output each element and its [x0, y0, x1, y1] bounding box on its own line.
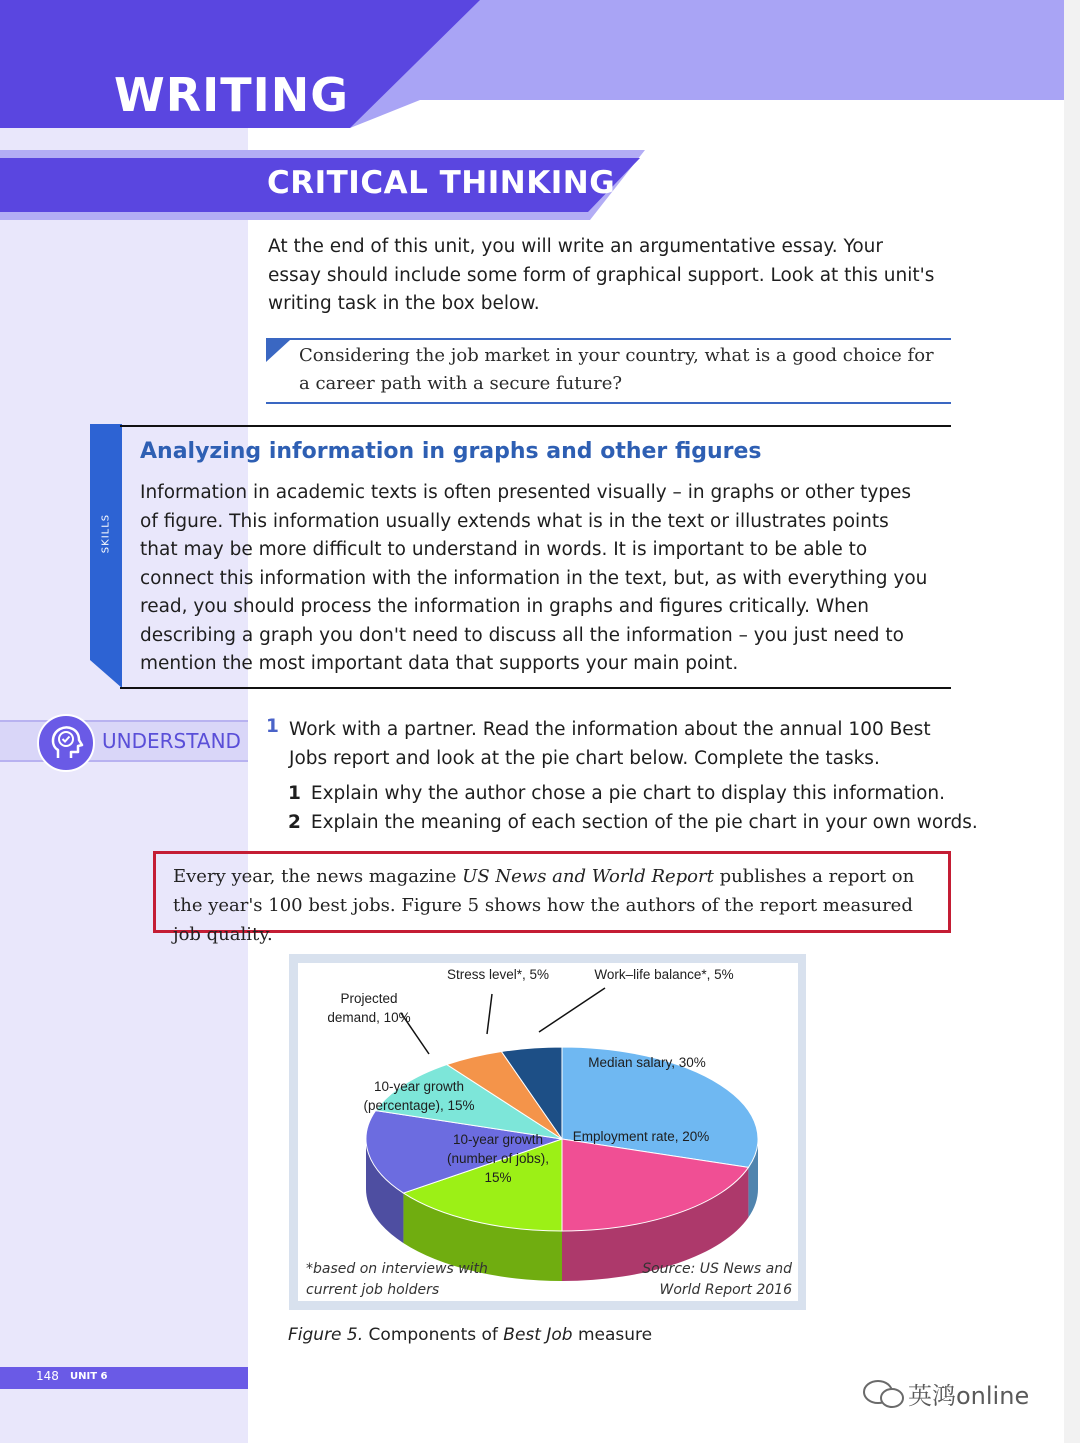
task-item — [288, 780, 945, 808]
intro-paragraph: At the end of this unit, you will write an argumentative essay. Your essay should include some form of graphical support. Look at this unit's writing task in the box below. — [268, 236, 935, 314]
caption-figure-number: Figure 5. — [288, 1325, 364, 1345]
unit-label: UNIT 6 — [70, 1371, 108, 1382]
figure-caption — [288, 1325, 652, 1345]
chart-source: Source: US News and World Report 2016 — [642, 1261, 792, 1298]
head-check-icon — [36, 713, 96, 773]
pie-slice-label: Projected demand, 10% — [327, 991, 411, 1025]
task-item-number: 1 — [288, 783, 301, 804]
pie-slice-label: 10-year growth (number of jobs), 15% — [446, 1132, 550, 1185]
pie-slice-label: Employment rate, 20% — [572, 1129, 710, 1144]
left-margin-strip — [0, 125, 248, 1443]
pie-slice-label: Median salary, 30% — [588, 1055, 706, 1070]
pie-leader-lines — [401, 988, 605, 1054]
caption-text: Components of — [363, 1325, 504, 1345]
pie-slice-label: Work–life balance*, 5% — [594, 967, 734, 982]
chart-footnote: *based on interviews with current job holders — [306, 1261, 488, 1298]
page-title: WRITING — [114, 68, 350, 122]
page-edge — [1064, 0, 1080, 1443]
task-item — [288, 809, 978, 837]
question-number: 1 — [266, 716, 279, 737]
writing-task-text: Considering the job market in your country, what is a good choice for a career path with a secure future? — [299, 345, 934, 394]
task-corner-icon — [266, 340, 290, 364]
page-number: 148 — [36, 1369, 59, 1383]
wechat-icon — [862, 1378, 906, 1410]
task-item-number: 2 — [288, 812, 301, 833]
section-title: CRITICAL THINKING — [267, 165, 616, 201]
skills-title: Analyzing information in graphs and other figures — [140, 439, 762, 464]
source-box-text — [173, 862, 943, 949]
pie-slice-label: Stress level*, 5% — [446, 967, 550, 982]
skills-tab — [90, 424, 122, 688]
source-text-part: Every year, the news magazine — [173, 866, 463, 887]
pie-slice-label: 10-year growth (percentage), 15% — [363, 1079, 475, 1113]
understand-label: UNDERSTAND — [102, 729, 241, 753]
pie-leader-line — [487, 994, 492, 1034]
task-item-text: Explain the meaning of each section of the pie chart in your own words. — [310, 812, 978, 833]
question-text: Work with a partner. Read the information about the annual 100 Best Jobs report and look at the pie chart below. Complete the tasks. — [289, 719, 931, 769]
skills-tab-label: SKILLS — [100, 513, 112, 554]
pie-leader-line — [539, 988, 605, 1032]
caption-text: measure — [572, 1325, 653, 1345]
source-magazine-title: US News and World Report — [462, 866, 714, 887]
caption-italic: Best Job — [503, 1325, 573, 1345]
skills-body: Information in academic texts is often presented visually – in graphs or other types of figure. This information usually extends what is in the text or illustrates points that may be more difficult to understand in words. It is important to be able to connect this information with the information in the text, but, as with everything you read, you should process the information in graphs and figures critically. When describing a graph you don't need to discuss all the information – you just need to mention the most important data that supports your main point. — [140, 482, 928, 674]
watermark: 英鸿online — [908, 1382, 1030, 1410]
pie-chart — [289, 954, 806, 1310]
source-text-part: publishes a report on the year's 100 best jobs. Figure 5 shows how the authors of the report measured job quality. — [173, 866, 915, 945]
task-item-text: Explain why the author chose a pie chart to display this information. — [310, 783, 946, 804]
